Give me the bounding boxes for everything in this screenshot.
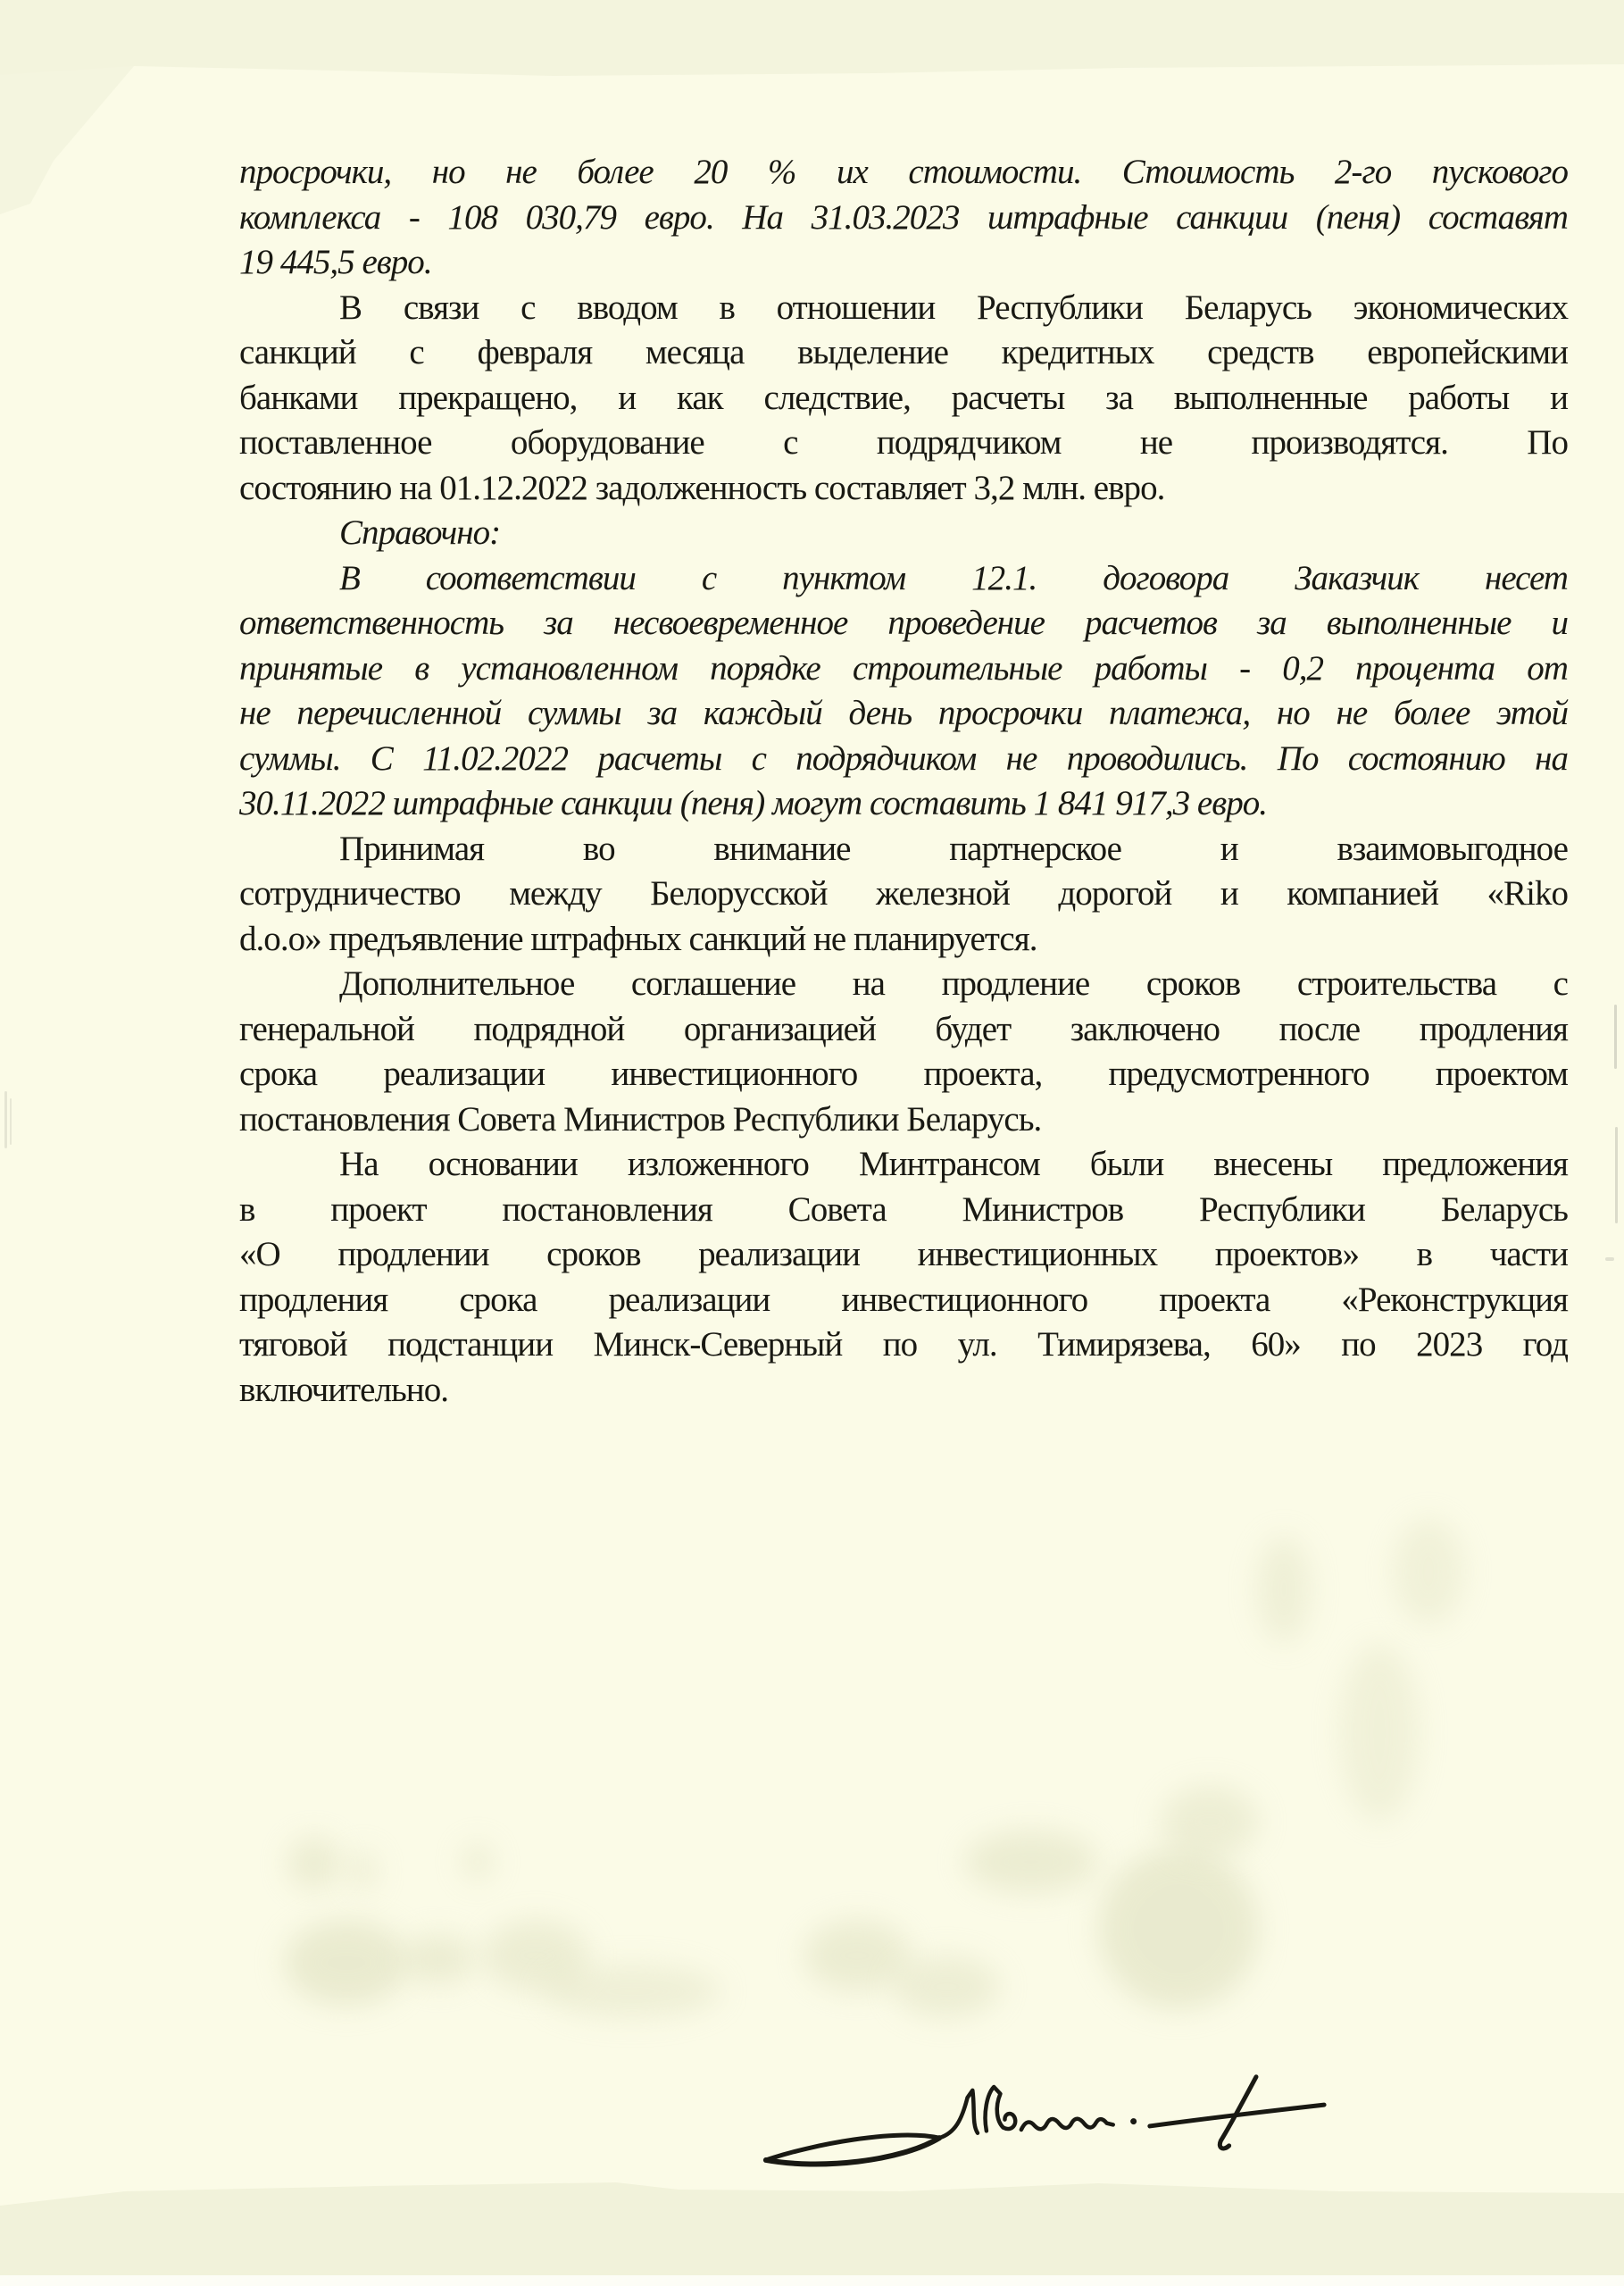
body-line: 19 445,5 евро. [239,243,432,281]
body-line: состоянию на 01.12.2022 задолженность составляет 3,2 млн. евро. [239,468,1165,507]
bleedthrough-smudge [1339,1643,1420,1822]
bleedthrough-smudge [1098,1848,1259,2009]
body-line: Справочно: [339,513,501,552]
body-line: сотрудничество между Белорусской железной дорогой и компанией «Riko [239,874,1568,913]
bleedthrough-smudge [1257,1536,1311,1643]
body-line: комплекса - 108 030,79 евро. На 31.03.2023 штрафные санкции (пеня) составят [239,197,1568,237]
letter-body [239,150,1568,1413]
body-line: тяговой подстанции Минск-Северный по ул. Тимирязева, 60» по 2023 год [239,1325,1568,1364]
body-line: генеральной подрядной организацией будет заключено после продления [239,1009,1568,1048]
body-line: В соответствии с пунктом 12.1. договора Заказчик несет [339,558,1568,597]
body-line: Дополнительное соглашение на продление сроков строительства с [339,964,1568,1003]
body-line: включительно. [239,1370,449,1409]
body-line: в проект постановления Совета Министров Республики Беларусь [239,1189,1568,1229]
scan-top-left-corner [0,54,196,214]
bleedthrough-smudge [1393,1518,1464,1625]
body-line: принятые в установленном порядке строительные работы - 0,2 процента от [239,648,1568,688]
body-line: ответственность за несвоевременное проведение расчетов за выполненные и [239,604,1568,642]
scanner-streak [4,1091,7,1148]
bleedthrough-smudge [287,1838,341,1890]
body-line: d.o.o» предъявление штрафных санкций не планируется. [239,919,1037,958]
bleedthrough-smudge [893,1956,1000,2018]
scan-top-edge [0,0,1624,77]
body-line: банками прекращено, и как следствие, расчеты за выполненные работы и [239,378,1568,417]
body-line: На основании изложенного Минтрансом были внесены предложения [339,1145,1568,1183]
body-line: не перечисленной суммы за каждый день просрочки платежа, но не более этой [239,694,1568,732]
bleedthrough-smudge [543,1965,721,2018]
scanner-streak [10,1098,12,1145]
bleedthrough-smudge [964,1831,1098,1893]
scan-bottom-strip [0,2275,1624,2286]
body-line: санкций с февраля месяца выделение кредитных средств европейскими [239,333,1568,371]
body-line: 30.11.2022 штрафные санкции (пеня) могут составить 1 841 917,3 евро. [239,784,1268,822]
body-line: В связи с вводом в отношении Республики Беларусь экономических [339,288,1568,327]
scan-bottom-edge [0,2179,1624,2286]
scanner-streak [1605,1257,1614,1261]
scanner-streak [1615,1127,1618,1223]
body-line: поставленное оборудование с подрядчиком не производятся. По [239,423,1568,462]
bleedthrough-smudge [350,1850,377,1891]
body-line: «О продлении сроков реализации инвестиционных проектов» в части [239,1235,1568,1273]
body-line: Принимая во внимание партнерское и взаимовыгодное [339,829,1568,868]
bleedthrough-smudge [1161,1786,1259,1857]
scanner-streak [1614,1005,1617,1069]
body-line: суммы. С 11.02.2022 расчеты с подрядчиком не проводились. По состоянию на [239,738,1568,778]
body-line: просрочки, но не более 20 % их стоимости. Стоимость 2-го пускового [239,153,1568,191]
body-line: постановления Совета Министров Республики Беларусь. [239,1099,1042,1139]
bleedthrough-smudge [462,1843,493,1881]
bleedthrough-smudge [404,1934,475,1984]
signature-scrawl [750,2069,1343,2197]
bleedthrough-smudge [284,1920,409,2006]
body-line: срока реализации инвестиционного проекта, предусмотренного проектом [239,1055,1568,1093]
body-line: продления срока реализации инвестиционного проекта «Реконструкция [239,1280,1568,1319]
